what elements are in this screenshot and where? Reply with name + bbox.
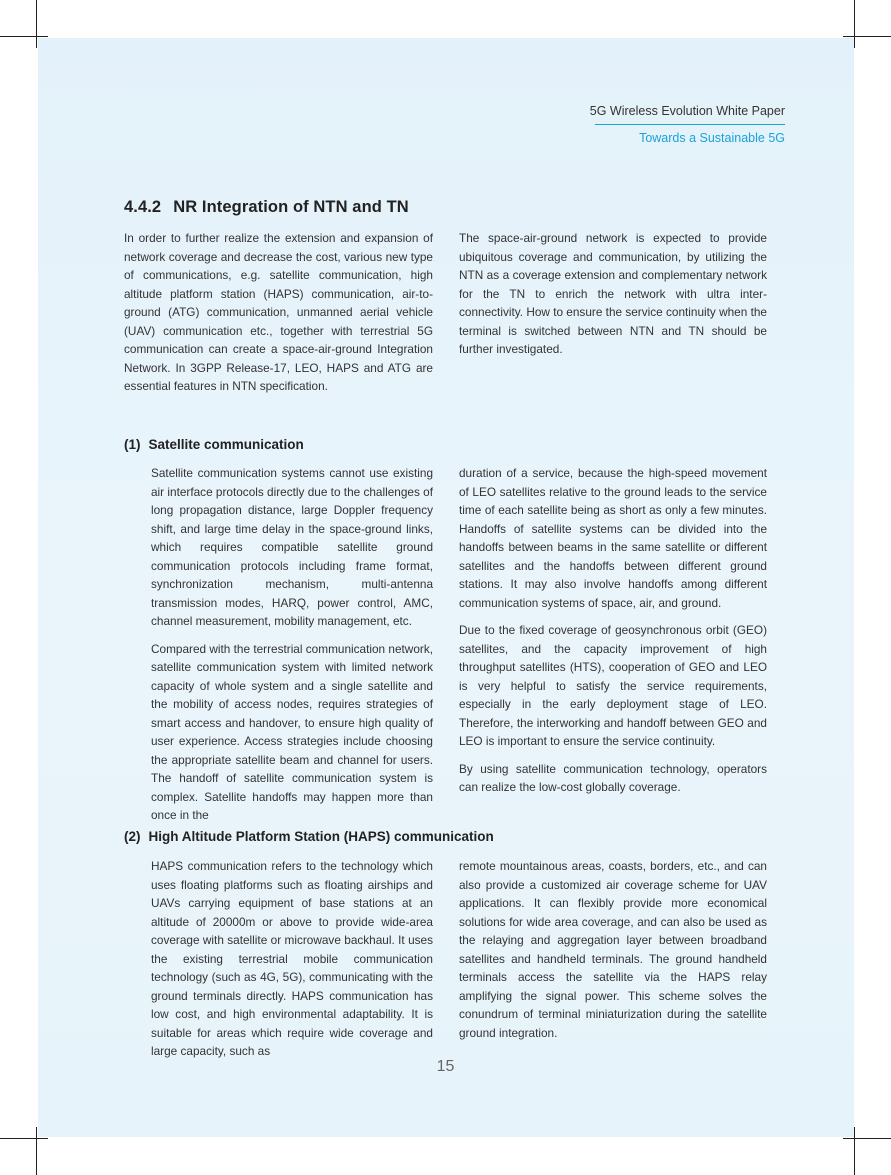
paragraph: Compared with the terrestrial communication network, satellite communication system with limited network capacity of whole system and a single satellite and the mobility of access nodes, requires strategies of smart access and handover, to ensure high quality of user experience. Access strategies include choosing the appropriate satellite beam and channel for users. The handoff of satellite communication system is complex. Satellite handoffs may happen more than once in the <box>151 641 433 822</box>
running-header-title: 5G Wireless Evolution White Paper <box>589 104 785 118</box>
paragraph: The space-air-ground network is expected to provide ubiquitous coverage and communication, by utilizing the NTN as a coverage extension and complementary network for the TN to enrich the network with ultra inter-connectivity. How to ensure the service continuity when the terminal is switched between NTN and TN should be further investigated. <box>459 231 767 356</box>
running-header-subtitle: Towards a Sustainable 5G <box>639 131 785 145</box>
subsection-number: (1) <box>124 437 141 452</box>
satellite-column-right <box>459 464 767 806</box>
paragraph: In order to further realize the extension and expansion of network coverage and decrease the cost, various new type of communications, e.g. satellite communication, high altitude platform station (HAPS) communication, air-to-ground (ATG) communication, unmanned aerial vehicle (UAV) communication etc., together with terrestrial 5G communication can create a space-air-ground Integration Network. In 3GPP Release-17, LEO, HAPS and ATG are essential features in NTN specification. <box>124 231 433 393</box>
paragraph: remote mountainous areas, coasts, borders, etc., and can also provide a customized air coverage scheme for UAV applications. It can flexibly provide more economical solutions for wide area coverage, and can also be used as the relaying and aggregation layer between broadband satellites and handheld terminals. The ground handheld terminals access the satellite via the HAPS relay amplifying the signal power. This scheme solves the conundrum of terminal miniaturization during the satellite ground integration. <box>459 859 767 1040</box>
subsection-number: (2) <box>124 829 141 844</box>
section-number: 4.4.2 <box>124 198 162 216</box>
haps-column-left <box>151 857 433 1070</box>
haps-column-right <box>459 857 767 1051</box>
subsection-title: High Altitude Platform Station (HAPS) communication <box>148 829 494 844</box>
paragraph: Due to the fixed coverage of geosynchronous orbit (GEO) satellites, and the capacity improvement of high throughput satellites (HTS), cooperation of GEO and LEO is very helpful to satisfy the service requirements, especially in the early deployment stage of LEO. Therefore, the interworking and handoff between GEO and LEO is important to ensure the service continuity. <box>459 623 767 748</box>
paragraph: Satellite communication systems cannot use existing air interface protocols directly due to the challenges of long propagation distance, large Doppler frequency shift, and large time delay in the space-ground links, which requires compatible satellite ground communication protocols including frame format, synchronization mechanism, multi-antenna transmission modes, HARQ, power control, AMC, channel measurement, mobility management, etc. <box>151 466 433 628</box>
paragraph: By using satellite communication technology, operators can realize the low-cost globally coverage. <box>459 761 767 794</box>
section-heading <box>124 198 409 217</box>
section-title: NR Integration of NTN and TN <box>173 198 409 216</box>
section-column-right <box>459 229 767 368</box>
page-number: 15 <box>436 1058 455 1075</box>
subsection-heading-satellite <box>124 437 304 452</box>
running-header-rule <box>595 124 785 125</box>
subsection-heading-haps <box>124 829 494 844</box>
section-column-left <box>124 229 433 405</box>
subsection-title: Satellite communication <box>148 437 304 452</box>
paragraph: duration of a service, because the high-speed movement of LEO satellites relative to the ground leads to the service time of each satellite being as short as only a few minutes. Handoffs of satellite systems can be divided into the handoffs between beams in the same satellite or different satellites and the handoffs between different ground stations. It may also involve handoffs among different communication systems of space, air, and ground. <box>459 466 767 610</box>
satellite-column-left <box>151 464 433 834</box>
paragraph: HAPS communication refers to the technology which uses floating platforms such as floating airships and UAVs carrying equipment of base stations at an altitude of 20000m or above to provide wide-area coverage with satellite or microwave backhaul. It uses the existing terrestrial mobile communication technology (such as 4G, 5G), communicating with the ground terminals directly. HAPS communication has low cost, and high environmental adaptability. It is suitable for areas which require wide coverage and large capacity, such as <box>151 859 433 1058</box>
